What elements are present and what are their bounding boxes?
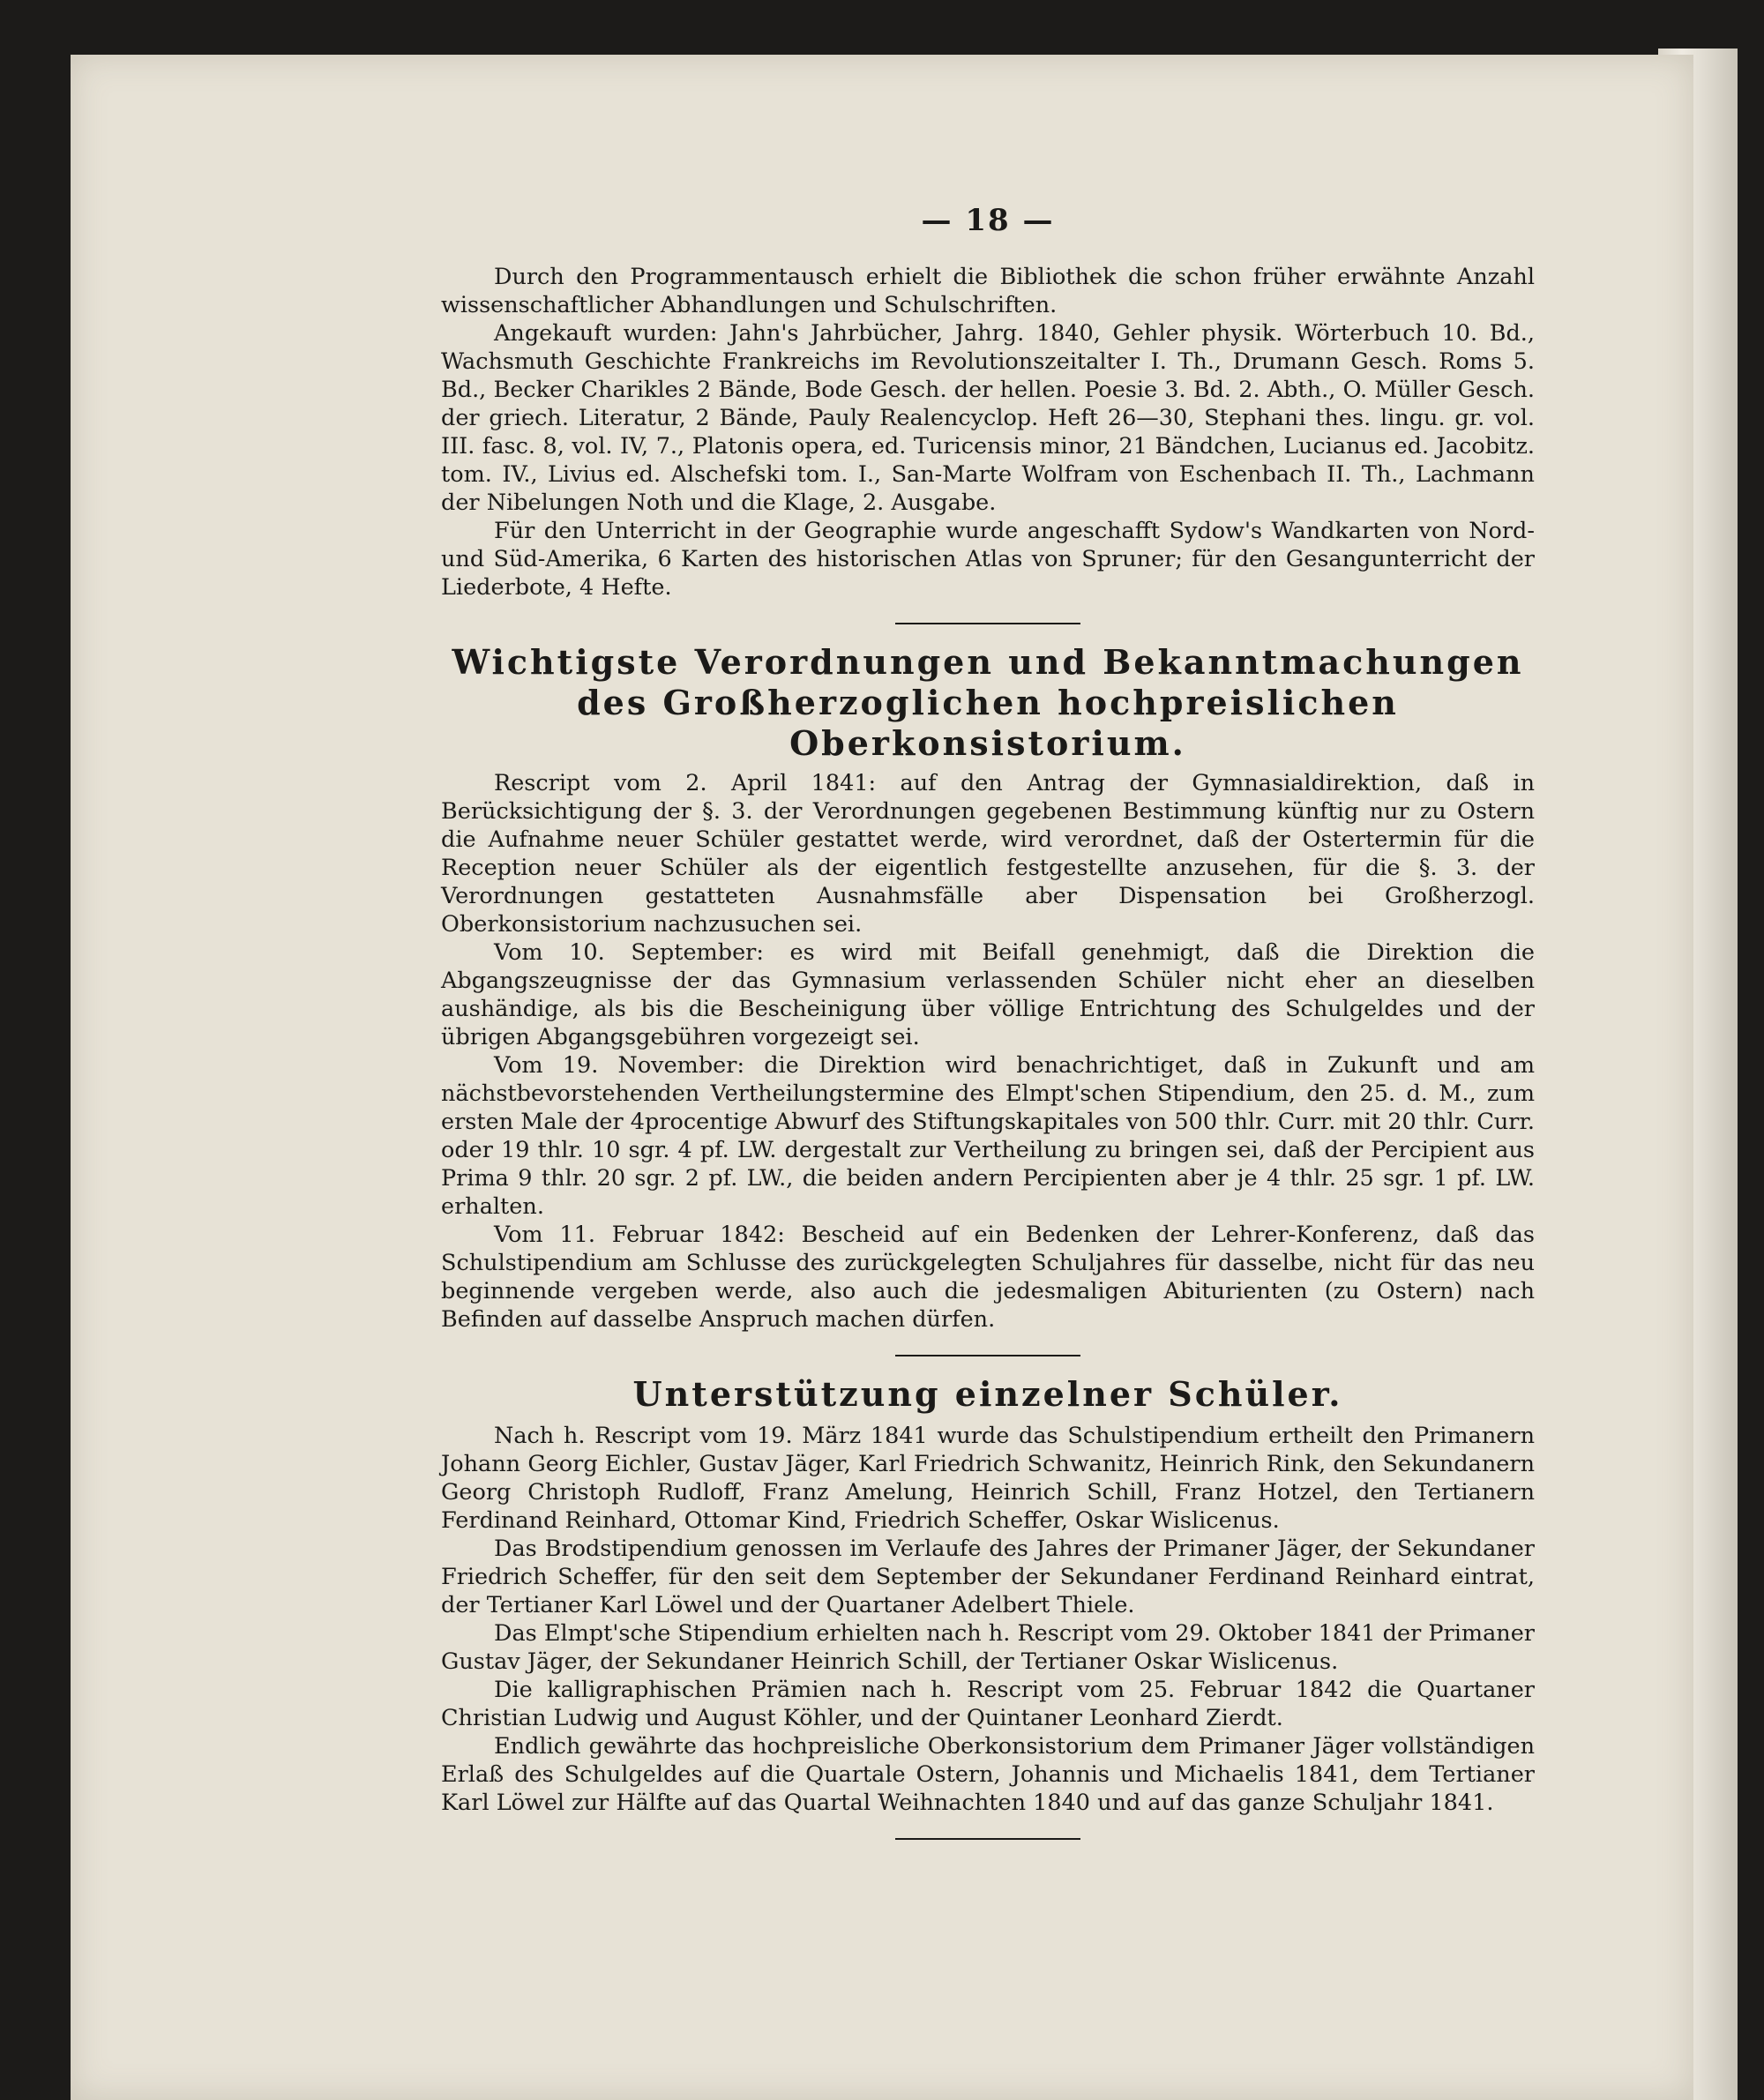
section-heading: Unterstützung einzelner Schüler. — [632, 1374, 1343, 1414]
section-divider — [895, 1838, 1080, 1840]
paragraph: Für den Unterricht in der Geographie wurde angeschafft Sydow's Wandkarten von Nord- und Süd-Amerika, 6 Karten des historischen Atlas von Spruner; für den Gesangunterricht der Liederbote, 4 Hefte. — [441, 518, 1535, 601]
paragraph: Vom 11. Februar 1842: Bescheid auf ein Bedenken der Lehrer-Konferenz, daß das Schulstipendium am Schlusse des zurückgelegten Schuljahres für dasselbe, nicht für das neu beginnende vergeben werde, also auch die jedesmaligen Abiturienten (zu Ostern) nach Befinden auf dasselbe Anspruch machen dürfen. — [441, 1222, 1535, 1333]
page-content — [441, 203, 1535, 1857]
page-number: — 18 — — [921, 203, 1055, 238]
paragraph: Angekauft wurden: Jahn's Jahrbücher, Jahrg. 1840, Gehler physik. Wörterbuch 10. Bd., Wachsmuth Geschichte Frankreichs im Revolutionszeitalter I. Th., Drumann Gesch. Roms 5. Bd., Becker Charikles 2 Bände, Bode Gesch. der hellen. Poesie 3. Bd. 2. Abth., O. Müller Gesch. der griech. Literatur, 2 Bände, Pauly Realencyclop. Heft 26—30, Stephani thes. lingu. gr. vol. III. fasc. 8, vol. IV, 7., Platonis opera, ed. Turicensis minor, 21 Bändchen, Lucianus ed. Jacobitz. tom. IV., Livius ed. Alschefski tom. I., San-Marte Wolfram von Eschenbach II. Th., Lachmann der Nibelungen Noth und die Klage, 2. Ausgabe. — [441, 320, 1535, 516]
paragraph: Endlich gewährte das hochpreisliche Oberkonsistorium dem Primaner Jäger vollständigen Erlaß des Schulgeldes auf die Quartale Ostern, Johannis und Michaelis 1841, dem Tertianer Karl Löwel zur Hälfte auf das Quartal Weihnachten 1840 und auf das ganze Schuljahr 1841. — [441, 1733, 1535, 1816]
paragraph: Die kalligraphischen Prämien nach h. Rescript vom 25. Februar 1842 die Quartaner Christian Ludwig und August Köhler, und der Quintaner Leonhard Zierdt. — [441, 1677, 1535, 1731]
paragraph: Das Elmpt'sche Stipendium erhielten nach h. Rescript vom 29. Oktober 1841 der Primaner Gustav Jäger, der Sekundaner Heinrich Schill, der Tertianer Oskar Wislicenus. — [441, 1620, 1535, 1675]
decrees-section — [441, 642, 1535, 1334]
paragraph: Durch den Programmentausch erhielt die Bibliothek die schon früher erwähnte Anzahl wissenschaftlicher Abhandlungen und Schulschriften. — [441, 264, 1535, 318]
support-section — [441, 1374, 1535, 1817]
paragraph: Nach h. Rescript vom 19. März 1841 wurde das Schulstipendium ertheilt den Primanern Johann Georg Eichler, Gustav Jäger, Karl Friedrich Schwanitz, Heinrich Rink, den Sekundanern Georg Christoph Rudloff, Franz Amelung, Heinrich Schill, Franz Hotzel, den Tertianern Ferdinand Reinhard, Ottomar Kind, Friedrich Scheffer, Oskar Wislicenus. — [441, 1423, 1535, 1534]
paragraph: Rescript vom 2. April 1841: auf den Antrag der Gymnasialdirektion, daß in Berücksichtigung der §. 3. der Verordnungen gegebenen Bestimmung künftig nur zu Ostern die Aufnahme neuer Schüler gestattet werde, wird verordnet, daß der Ostertermin für die Reception neuer Schüler als der eigentlich festgestellte anzusehen, für die §. 3. der Verordnungen gestatteten Ausnahmsfälle aber Dispensation bei Großherzogl. Oberkonsistorium nachzusuchen sei. — [441, 770, 1535, 938]
section-divider — [895, 623, 1080, 624]
paragraph: Vom 19. November: die Direktion wird benachrichtiget, daß in Zukunft und am nächstbevorstehenden Vertheilungstermine des Elmpt'schen Stipendium, den 25. d. M., zum ersten Male der 4procentige Abwurf des Stiftungskapitales von 500 thlr. Curr. mit 20 thlr. Curr. oder 19 thlr. 10 sgr. 4 pf. LW. dergestalt zur Vertheilung zu bringen sei, daß der Percipient aus Prima 9 thlr. 20 sgr. 2 pf. LW., die beiden andern Percipienten aber je 4 thlr. 25 sgr. 1 pf. LW. erhalten. — [441, 1052, 1535, 1220]
section-divider — [895, 1355, 1080, 1356]
paragraph: Vom 10. September: es wird mit Beifall genehmigt, daß die Direktion die Abgangszeugnisse der das Gymnasium verlassenden Schüler nicht eher an dieselben aushändige, als bis die Bescheinigung über völlige Entrichtung des Schulgeldes und der übrigen Abgangsgebühren vorgezeigt sei. — [441, 939, 1535, 1050]
section-heading: Wichtigste Verordnungen und Bekanntmachungen des Großherzoglichen hochpreislichen Oberkonsistorium. — [452, 642, 1524, 763]
library-section — [441, 263, 1535, 602]
paragraph: Das Brodstipendium genossen im Verlaufe des Jahres der Primaner Jäger, der Sekundaner Friedrich Scheffer, für den seit dem September der Sekundaner Ferdinand Reinhard eintrat, der Tertianer Karl Löwel und der Quartaner Adelbert Thiele. — [441, 1536, 1535, 1618]
